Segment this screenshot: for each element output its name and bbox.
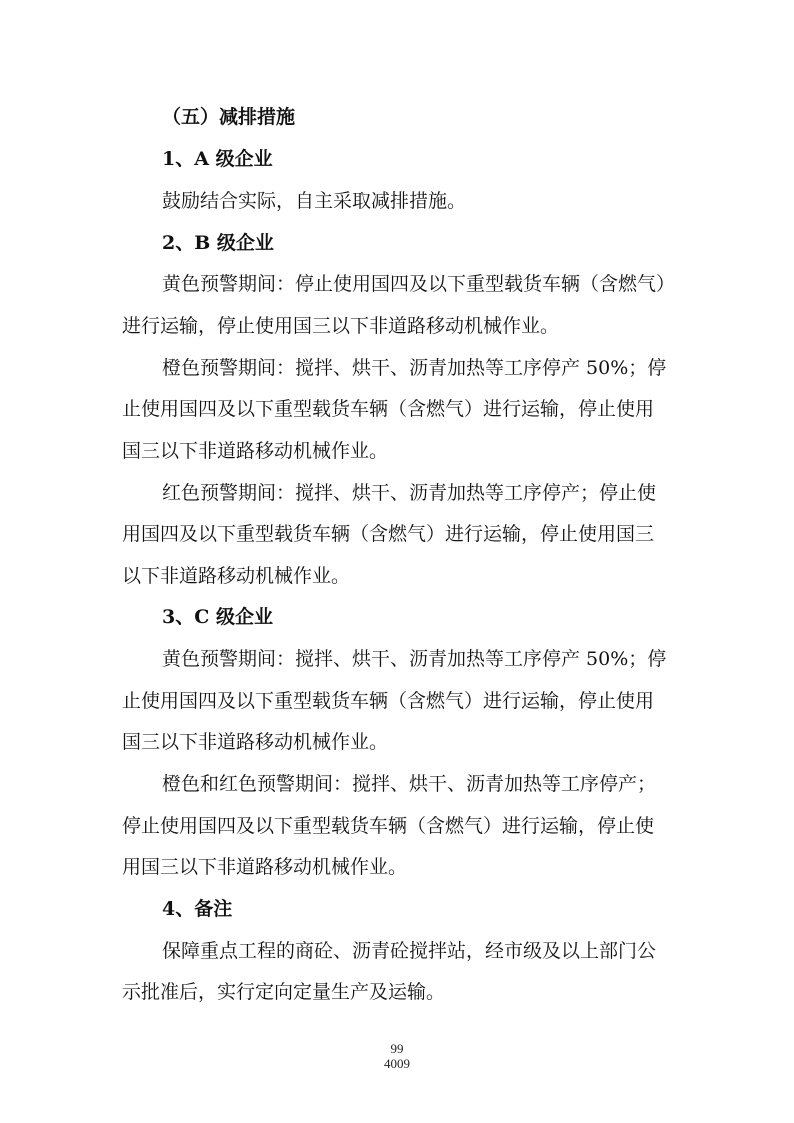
section-heading: （五）减排措施 [162,106,296,128]
document-number: 4009 [384,1056,410,1071]
paragraph-line: 止使用国四及以下重型载货车辆（含燃气）进行运输，停止使用 [122,690,655,712]
paragraph-line: 用国三以下非道路移动机械作业。 [122,856,408,878]
subsection-heading-a: 1、A 级企业 [162,148,273,170]
paragraph-line: 橙色预警期间：搅拌、烘干、沥青加热等工序停产 50%；停 [162,357,667,379]
subsection-heading-c: 3、C 级企业 [162,606,273,628]
subsection-heading-remarks: 4、备注 [162,898,233,920]
paragraph-line: 国三以下非道路移动机械作业。 [122,731,389,753]
paragraph-line: 示批准后，实行定向定量生产及运输。 [122,981,446,1003]
paragraph-line: 以下非道路移动机械作业。 [122,565,351,587]
subsection-heading-b: 2、B 级企业 [162,232,274,254]
paragraph-line: 停止使用国四及以下重型载货车辆（含燃气）进行运输，停止使 [122,815,655,837]
paragraph-line: 红色预警期间：搅拌、烘干、沥青加热等工序停产；停止使 [162,482,657,504]
paragraph-line: 用国四及以下重型载货车辆（含燃气）进行运输，停止使用国三 [122,523,655,545]
paragraph-line: 黄色预警期间：搅拌、烘干、沥青加热等工序停产 50%；停 [162,648,667,670]
paragraph-line: 鼓励结合实际，自主采取减排措施。 [162,190,467,212]
paragraph-line: 国三以下非道路移动机械作业。 [122,440,389,462]
paragraph-line: 橙色和红色预警期间：搅拌、烘干、沥青加热等工序停产； [162,773,657,795]
paragraph-line: 进行运输，停止使用国三以下非道路移动机械作业。 [122,315,560,337]
paragraph-line: 保障重点工程的商砼、沥青砼搅拌站，经市级及以上部门公 [162,940,657,962]
paragraph-line: 止使用国四及以下重型载货车辆（含燃气）进行运输，停止使用 [122,398,655,420]
paragraph-line: 黄色预警期间：停止使用国四及以下重型载货车辆（含燃气） [162,273,676,295]
page-number: 99 [390,1041,404,1056]
